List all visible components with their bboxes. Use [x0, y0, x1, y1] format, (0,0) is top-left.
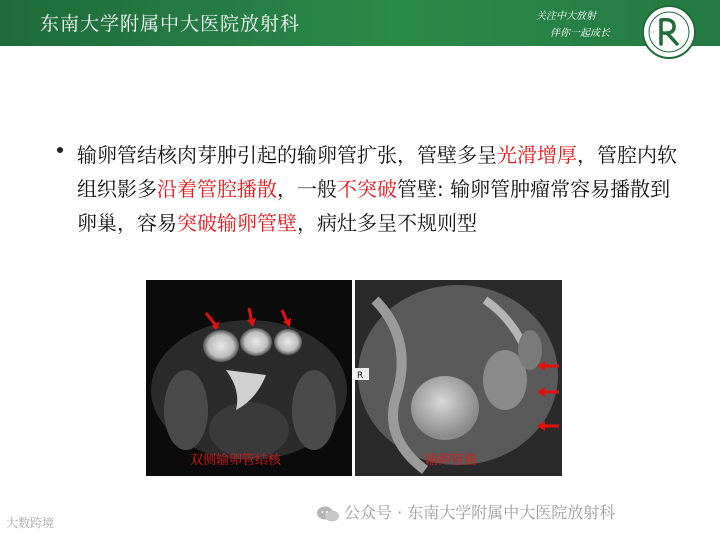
- slogan-line-2: 伴你一起成长: [550, 28, 610, 39]
- body-text: ，一般: [277, 177, 337, 201]
- hospital-logo-icon: [641, 4, 697, 60]
- highlight-text: 不突破: [337, 177, 397, 201]
- highlight-text: 沿着管腔播散: [157, 177, 277, 201]
- header-slogan: [536, 8, 610, 42]
- body-text: ，管腔内软组织影多: [77, 143, 677, 201]
- header-bar: [0, 0, 720, 46]
- header-title: 东南大学附属中大医院放射科: [40, 13, 301, 35]
- highlight-text: 突破输卵管壁: [177, 211, 297, 235]
- mri-image-right: [355, 280, 562, 476]
- watermark: [316, 500, 615, 523]
- left-image-caption: 双侧输卵管结核: [190, 453, 282, 468]
- highlight-text: 光滑增厚: [497, 143, 577, 167]
- watermark-text: 公众号 · 东南大学附属中大医院放射科: [344, 503, 616, 522]
- body-text: ，病灶多呈不规则型: [297, 211, 477, 235]
- corner-watermark: 大数跨境: [6, 516, 55, 530]
- bullet-dot: [57, 147, 63, 153]
- slogan-line-1: 关注中大放射: [536, 11, 596, 22]
- body-text: 管壁: 输卵管肿瘤常容易播散到卵巢，容易: [77, 177, 671, 235]
- r-marker: R: [357, 371, 364, 381]
- body-text: 输卵管结核肉芽肿引起的输卵管扩张，管壁多呈: [77, 143, 497, 167]
- right-image-caption: 输卵管癌: [425, 453, 478, 468]
- mri-image-left: [146, 280, 352, 476]
- wechat-icon: [316, 505, 340, 523]
- bullet-paragraph: [77, 138, 677, 240]
